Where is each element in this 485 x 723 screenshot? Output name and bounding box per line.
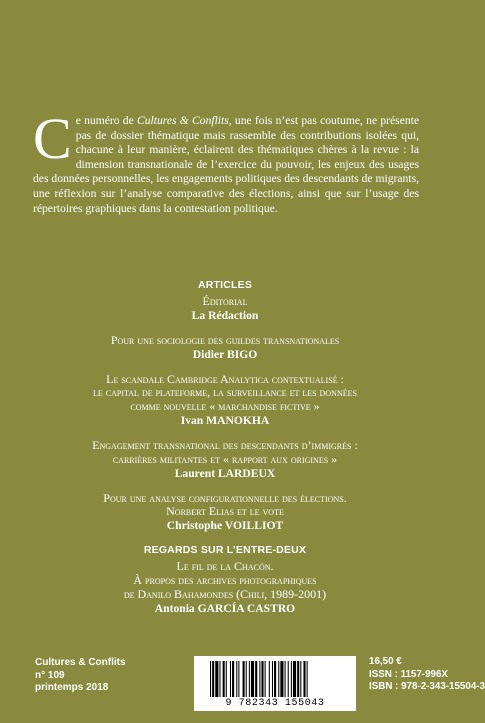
barcode-bar: [238, 661, 239, 697]
entry-title-line: Pour une analyse configurationnelle des élections.: [103, 490, 347, 505]
entry-title-line: comme nouvelle « marchandise fictive »: [130, 399, 320, 414]
barcode-bar: [226, 661, 227, 697]
entry-title-line: Éditorial: [202, 294, 248, 308]
price-identifiers: [369, 656, 485, 694]
regards-list: [20, 560, 430, 615]
barcode-bar: [219, 661, 220, 697]
barcode-bar: [278, 661, 279, 697]
entry-title-line: Le fil de la Chacón.: [176, 559, 274, 574]
drop-cap: C: [33, 106, 72, 171]
entry-title-line: carrières militantes et « rapport aux origines »: [112, 451, 338, 466]
journal-info: [35, 657, 126, 695]
toc-entry: [20, 439, 430, 481]
regards-heading: REGARDS SUR L’ENTRE-DEUX: [143, 544, 307, 557]
barcode-bar: [230, 661, 231, 697]
barcode-bar: [236, 661, 237, 697]
toc-entry: [20, 295, 430, 323]
toc-entry: [20, 492, 430, 534]
journal-title: Cultures & Conflits: [35, 657, 126, 668]
entry-author: Laurent LARDEUX: [174, 466, 276, 480]
barcode-bar: [269, 661, 270, 697]
barcode-number: 9 782343 155043: [225, 698, 325, 709]
issue-number: n° 109: [35, 669, 65, 681]
toc-entry: [20, 560, 430, 615]
articles-heading: ARTICLES: [197, 279, 253, 291]
barcode: [194, 656, 356, 711]
barcode-bar: [243, 661, 245, 697]
entry-author: Christophe VOILLIOT: [166, 519, 284, 533]
barcode-bar: [261, 661, 263, 697]
entry-title-line: Le scandale Cambridge Analytica contextualisé :: [106, 371, 344, 386]
price: 16,50 €: [369, 656, 402, 667]
intro-text-start: e numéro de: [75, 114, 137, 127]
issue-season: printemps 2018: [35, 682, 109, 693]
barcode-bar: [251, 661, 254, 697]
barcode-bar: [272, 661, 273, 697]
barcode-bar: [210, 661, 211, 697]
intro-text-rest: , une fois n’est pas coutume, ne présente pas de dossier thématique mais rassemble des contributions isolées qui, chacune à leur manière, éclairent des thématiques chères à la revue : la dimension transnationale de l’exercice du pouvoir, les enjeux des usages des données personnelles, les engagements politiques des descendants de migrants, une réflexion sur l’analyse comparative des élections, ainsi que sur l’usage des répertoires graphiques dans la contestation politique.: [33, 114, 420, 215]
entry-title-line: À propos des archives photographiques: [133, 572, 317, 587]
barcode-bar: [232, 661, 234, 697]
barcode-bar: [255, 661, 257, 697]
barcode-bar: [293, 661, 296, 697]
table-of-contents: [20, 279, 430, 627]
barcode-bar: [265, 661, 266, 697]
barcode-bar: [259, 661, 260, 697]
barcode-bar: [246, 661, 247, 697]
barcode-bar: [212, 661, 214, 697]
entry-author: La Rédaction: [191, 308, 259, 322]
articles-list: [20, 295, 430, 533]
entry-title-line: le capital de plateforme, la surveillance et les données: [93, 385, 357, 400]
entry-author: Ivan MANOKHA: [180, 413, 270, 427]
barcode-bar: [223, 661, 225, 697]
barcode-bar: [274, 661, 276, 697]
entry-title-line: de Danilo Bahamondes (Chili, 1989-2001): [123, 586, 327, 601]
barcode-bar: [280, 661, 283, 697]
barcode-bar: [291, 661, 292, 697]
issn: ISSN : 1157-996X: [369, 668, 448, 680]
entry-title-line: Engagement transnational des descendants d’immigrés :: [92, 437, 358, 452]
barcode-bar: [303, 661, 305, 697]
barcode-bars: [210, 661, 350, 697]
barcode-bar: [249, 661, 250, 697]
barcode-bar: [297, 661, 299, 697]
barcode-bar: [215, 661, 218, 697]
entry-title-line: Pour une sociologie des guildes transnationales: [110, 332, 340, 347]
toc-entry: [20, 373, 430, 428]
barcode-bar: [285, 661, 286, 697]
toc-entry: [20, 334, 430, 362]
journal-name-italic: Cultures & Conflits: [136, 114, 229, 127]
barcode-bar: [300, 661, 301, 697]
barcode-bar: [307, 661, 308, 697]
entry-author: Didier BIGO: [192, 347, 258, 361]
isbn: ISBN : 978-2-343-15504-3: [369, 681, 485, 692]
intro-paragraph: [33, 106, 420, 216]
entry-title-line: Norbert Elias et le vote: [166, 504, 284, 519]
barcode-bar: [288, 661, 289, 697]
entry-author: Antonia GARCÍA CASTRO: [154, 601, 296, 615]
